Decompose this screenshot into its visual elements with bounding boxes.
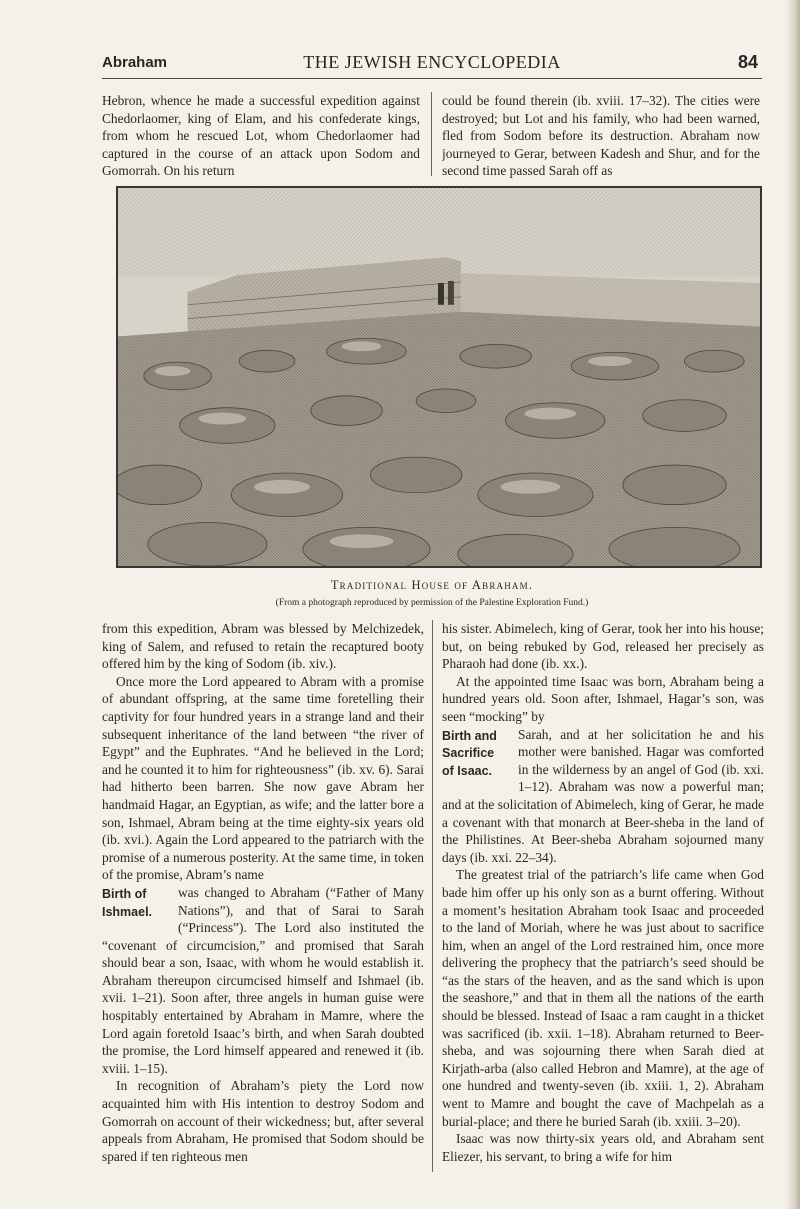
side-heading-line: Birth of — [102, 886, 147, 901]
side-heading-birth-of-ishmael — [102, 886, 170, 921]
bottom-left-column — [102, 620, 424, 1175]
top-right-column — [442, 92, 760, 180]
top-left-column — [102, 92, 420, 180]
paragraph — [442, 726, 764, 867]
side-heading-line: Birth and — [442, 728, 497, 743]
side-heading-birth-and-sacrifice-of-isaac — [442, 728, 510, 781]
paragraph: At the appointed time Isaac was born, Abraham being a hundred years old. Soon after, Ishmael, Hagar’s son, was seen “mocking” by — [442, 673, 764, 724]
photograph-traditional-house — [116, 186, 762, 568]
column-divider — [431, 92, 432, 176]
paragraph-text: Sarah, and at her solicitation he and his mother were banished. Hagar was comforted in the wilderness by an angel of God (ib. xxi. 1–12). Abraham was now a powerful man; and at the solicitation of Abimelech, king of Gerar, he made a covenant with that monarch at Beer-sheba in the land of the Philistines. At Beer-sheba Abraham sojourned many days (ib. xxi. 22–34). — [442, 726, 764, 865]
running-head-title: THE JEWISH ENCYCLOPEDIA — [303, 52, 561, 72]
photograph-illustration — [118, 188, 760, 566]
paragraph: In recognition of Abraham’s piety the Lord now acquainted him with His intention to destroy Sodom and Gomorrah on account of their wickedness; but, after several appeals from Abraham, He promised that Sodom should be spared if ten righteous men — [102, 1078, 424, 1164]
side-heading-line: of Isaac. — [442, 763, 493, 778]
paragraph: Once more the Lord appeared to Abram with a promise of abundant offspring, at the same time foretelling their captivity for four hundred years in a strange land and their subsequent inheritance of the land between “the river of Egypt” and the Euphrates. “And he believed in the Lord; and he counted it to him for righteousness” (ib. xv. 6). Sarai had hitherto been barren. She now gave Abram her handmaid Hagar, an Egyptian, as wife; and the latter bore a son, Ishmael, Abram being at the time eighty-six years old (ib. xvi.). Again the Lord appeared to the patriarch with the promise of a numerous posterity. At the same time, in token of the promise, Abram’s name — [102, 673, 424, 883]
paragraph-text: was changed to Abraham (“Father of Many Nations”), and that of Sarai to Sarah (“Princess”). The Lord also instituted the “covenant of circumcision,” and promised that Sarah should bear a son, Isaac, with whom he would establish it. Abraham thereupon circumcised himself and Ishmael (ib. xvii. 1–21). Soon after, three angels in human guise were hospitably entertained by Abraham in Mamre, where the Lord again foretold Isaac’s birth, and when Sarah doubted the promise, the Lord himself appeared and renewed it (ib. xviii. 1–15). — [102, 884, 424, 1076]
figure-caption-credit: (From a photograph reproduced by permission of the Palestine Exploration Fund.) — [275, 598, 589, 608]
page-number: 84 — [737, 52, 758, 72]
running-head-entry: Abraham — [102, 54, 168, 71]
running-head — [102, 52, 762, 79]
paragraph: Hebron, whence he made a successful expedition against Chedorlaomer, king of Elam, and his confederate kings, from whom he rescued Lot, whom Chedorlaomer had captured in the course of an attack upon Sodom and Gomorrah. On his return — [102, 93, 420, 179]
bottom-right-column — [442, 620, 764, 1175]
page-spine-shadow — [786, 0, 800, 1209]
paragraph: his sister. Abimelech, king of Gerar, took her into his house; but, on being rebuked by God, released her precisely as Pharaoh had done (ib. xx.). — [442, 621, 764, 672]
paragraph: could be found therein (ib. xviii. 17–32). The cities were destroyed; but Lot and his family, who had been warned, fled from Sodom before its destruction. Abraham now journeyed to Gerar, between Kadesh and Shur, and for the second time passed Sarah off as — [442, 93, 760, 179]
paragraph — [102, 884, 424, 1078]
side-heading-line: Ishmael. — [102, 904, 153, 919]
side-heading-line: Sacrifice — [442, 746, 495, 761]
paragraph: Isaac was now thirty-six years old, and Abraham sent Eliezer, his servant, to bring a wife for him — [442, 1131, 764, 1164]
figure-caption-title: Traditional House of Abraham. — [330, 578, 534, 592]
paragraph: The greatest trial of the patriarch’s life came when God bade him offer up his only son as a burnt offering. Without a moment’s hesitation Abraham took Isaac and proceeded to the land of Moriah, where he was just about to sacrifice him, when an angel of the Lord restrained him, once more delivering the prophecy that the patriarch’s seed should be “as the stars of the heaven, and as the sand which is upon the seashore,” and that in them all the nations of the earth should be blessed. Instead of Isaac a ram caught in a thicket was sacrificed (ib. xxii. 1–18). Abraham returned to Beer-sheba, and was sojourning there when Sarah died at Kirjath-arba (also called Hebron and Mamre), at the age of one hundred and twenty-seven (ib. xxiii. 1, 2). Abraham went to Mamre and bought the cave of Machpelah as a burial-place; and there he buried Sarah (ib. xxiii. 3–20). — [442, 867, 764, 1129]
column-divider — [432, 620, 433, 1172]
paragraph: from this expedition, Abram was blessed by Melchizedek, king of Salem, and refused to retain the recaptured booty offered him by the king of Sodom (ib. xiv.). — [102, 621, 424, 672]
